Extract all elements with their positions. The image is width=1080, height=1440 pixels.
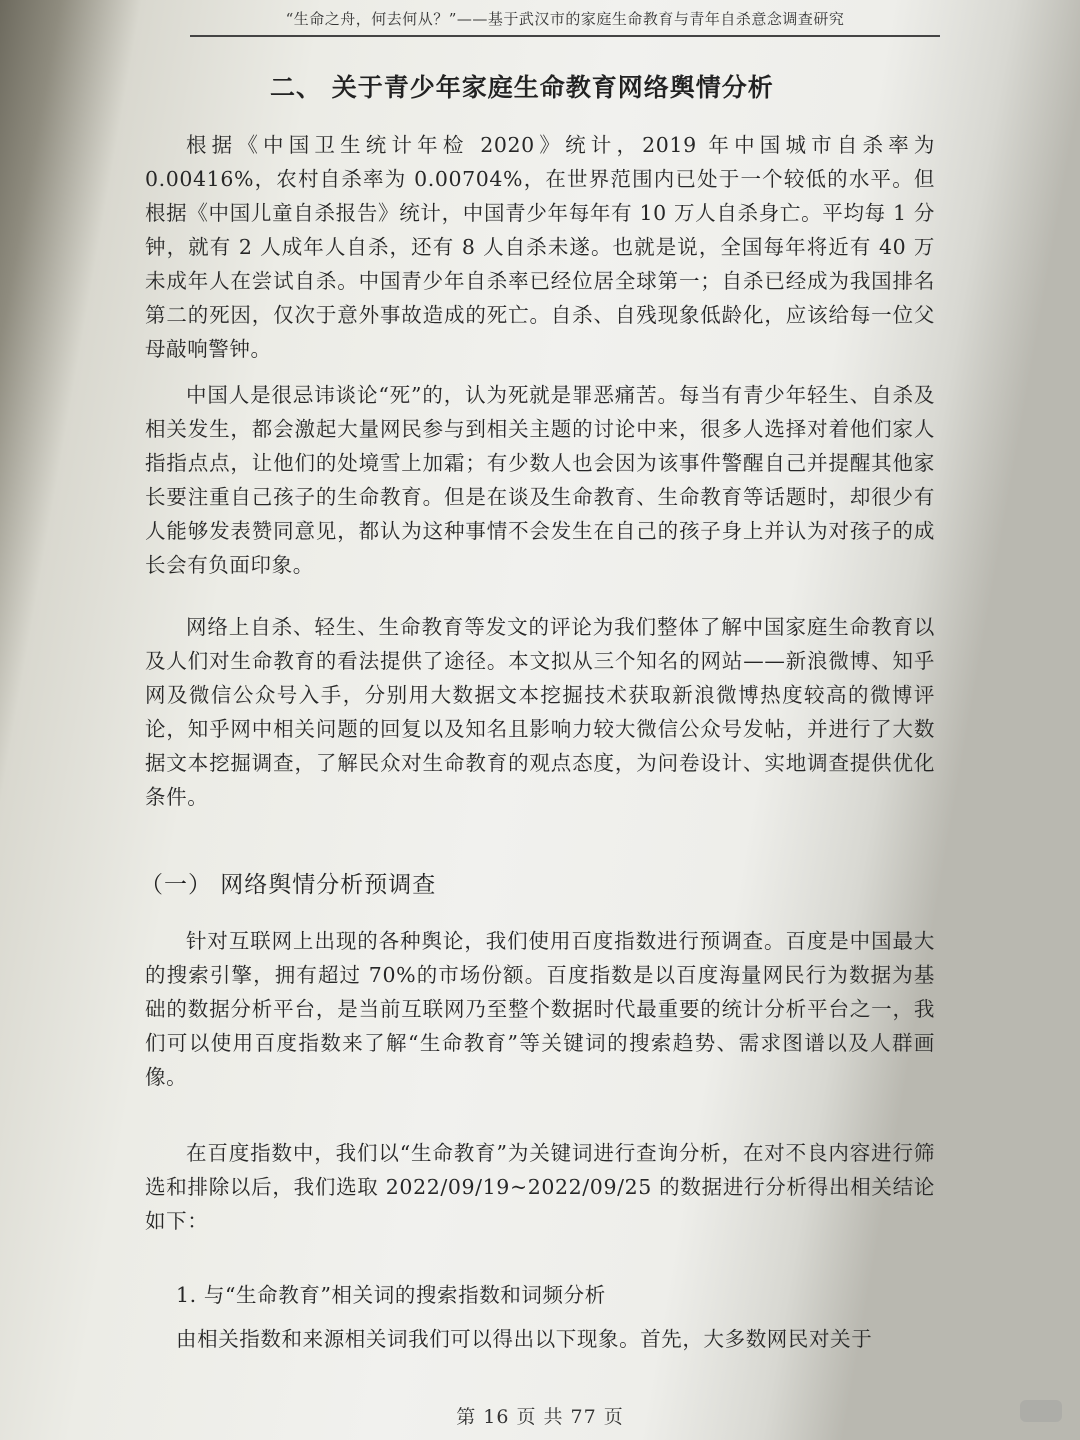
paragraph-baidu-index: 针对互联网上出现的各种舆论，我们使用百度指数进行预调查。百度是中国最大的搜索引擎，拥有超过 70%的市场份额。百度指数是以百度海量网民行为数据为基础的数据分析平台，是当前互联网乃至整个数据时代最重要的统计分析平台之一，我们可以使用百度指数来了解“生命教育”等关键词的搜索趋势、需求图谱以及人群画像。 [145,929,935,1089]
paragraph-tail: 由相关指数和来源相关词我们可以得出以下现象。首先，大多数网民对关于 [176,1327,873,1351]
paragraph-death-taboo: 中国人是很忌讳谈论“死”的，认为死就是罪恶痛苦。每当有青少年轻生、自杀及相关发生，都会激起大量网民参与到相关主题的讨论中来，很多人选择对着他们家人指指点点，让他们的处境雪上加霜；有少数人也会因为该事件警醒自己并提醒其他家长要注重自己孩子的生命教育。但是在谈及生命教育、生命教育等话题时，却很少有人能够发表赞同意见，都认为这种事情不会发生在自己的孩子身上并认为对孩子的成长会有负面印象。 [145,383,935,577]
section-title: 二、 关于青少年家庭生命教育网络舆情分析 [270,73,774,102]
document-page [40,0,1070,1440]
paragraph-query-analysis: 在百度指数中，我们以“生命教育”为关键词进行查询分析，在对不良内容进行筛选和排除以后，我们选取 2022/09/19~2022/09/25 的数据进行分析得出相关结论如下： [145,1141,935,1233]
watermark-badge [1020,1400,1062,1422]
running-header: “生命之舟，何去何从？”——基于武汉市的家庭生命教育与青年自杀意念调查研究 [190,8,940,37]
list-item-heading: 1. 与“生命教育”相关词的搜索指数和词频分析 [176,1283,606,1307]
paragraph-suicide-statistics: 根据《中国卫生统计年检 2020》统计，2019 年中国城市自杀率为 0.00416%，农村自杀率为 0.00704%，在世界范围内已处于一个较低的水平。但根据《中国儿童自杀报告》统计，中国青少年每年有 10 万人自杀身亡。平均每 1 分钟，就有 2 人成年人自杀，还有 8 人自杀未遂。也就是说，全国每年将近有 40 万未成年人在尝试自杀。中国青少年自杀率已经位居全球第一；自杀已经成为我国排名第二的死因，仅次于意外事故造成的死亡。自杀、自残现象低龄化，应该给每一位父母敲响警钟。 [145,133,935,361]
subsection-title: （一） 网络舆情分析预调查 [140,872,437,898]
page-number: 第 16 页 共 77 页 [456,1406,624,1428]
paragraph-online-comments: 网络上自杀、轻生、生命教育等发文的评论为我们整体了解中国家庭生命教育以及人们对生命教育的看法提供了途径。本文拟从三个知名的网站——新浪微博、知乎网及微信公众号入手，分别用大数据文本挖掘技术获取新浪微博热度较高的微博评论，知乎网中相关问题的回复以及知名且影响力较大微信公众号发帖，并进行了大数据文本挖掘调查，了解民众对生命教育的观点态度，为问卷设计、实地调查提供优化条件。 [145,615,935,809]
